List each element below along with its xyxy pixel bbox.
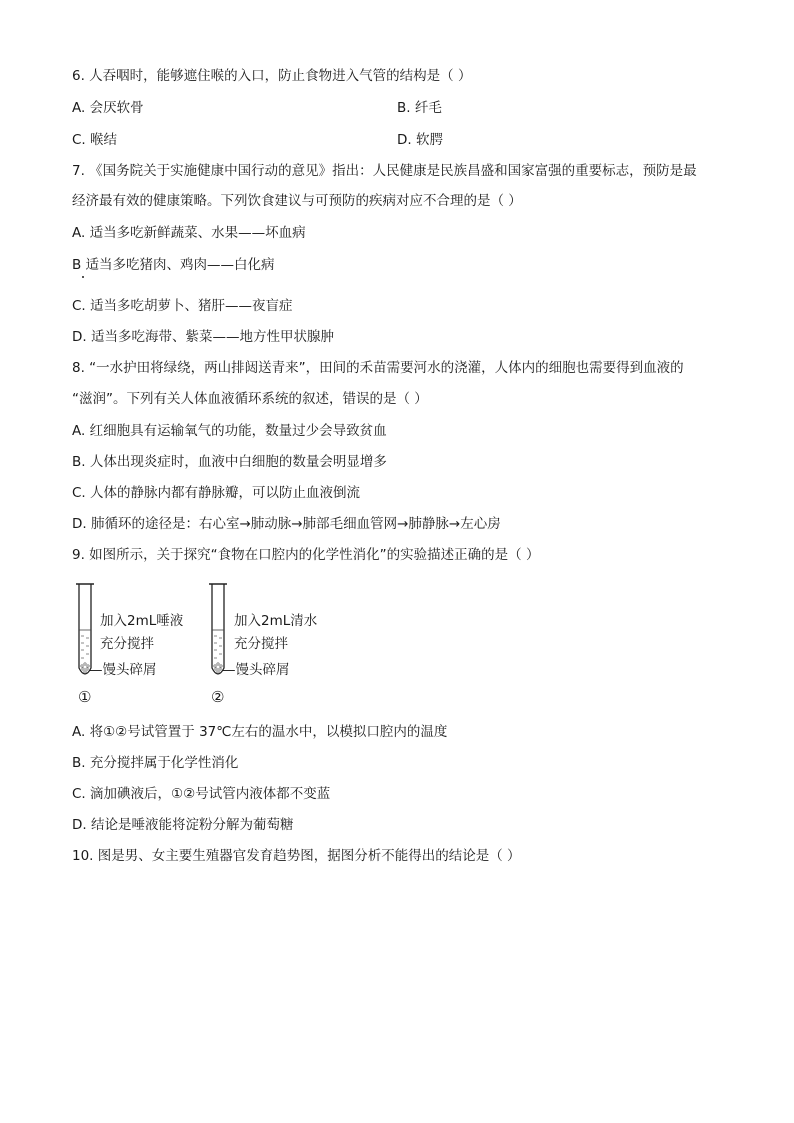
q7-option-b[interactable]: B 适当多吃猪肉、鸡肉——白化病	[72, 257, 275, 273]
tube1-number: ①	[78, 688, 92, 706]
q7-option-d[interactable]: D. 适当多吃海带、紫菜——地方性甲状腺肿	[72, 329, 334, 345]
q8-option-c[interactable]: C. 人体的静脉内都有静脉瓣，可以防止血液倒流	[72, 485, 361, 501]
q6-option-d[interactable]: D. 软腭	[397, 132, 443, 148]
q8-option-a[interactable]: A. 红细胞具有运输氧气的功能，数量过少会导致贫血	[72, 423, 387, 439]
tube2-number: ②	[211, 688, 225, 706]
q9-option-a[interactable]: A. 将①②号试管置于 37℃左右的温水中，以模拟口腔内的温度	[72, 724, 448, 740]
q6-option-a[interactable]: A. 会厌软骨	[72, 100, 144, 116]
q8-option-b[interactable]: B. 人体出现炎症时，血液中白细胞的数量会明显增多	[72, 454, 387, 470]
test-tube-figure	[68, 578, 368, 708]
stray-dot	[82, 276, 84, 278]
q9-option-c[interactable]: C. 滴加碘液后，①②号试管内液体都不变蓝	[72, 786, 331, 802]
q9-stem: 9. 如图所示，关于探究“食物在口腔内的化学性消化”的实验描述正确的是（ ）	[72, 547, 540, 563]
q7-stem-line2: 经济最有效的健康策略。下列饮食建议与可预防的疾病对应不合理的是（ ）	[72, 193, 522, 209]
q9-option-d[interactable]: D. 结论是唾液能将淀粉分解为葡萄糖	[72, 817, 294, 833]
q7-option-a[interactable]: A. 适当多吃新鲜蔬菜、水果——坏血病	[72, 225, 306, 241]
q6-option-b[interactable]: B. 纤毛	[397, 100, 442, 116]
q8-stem-line1: 8. “一水护田将绿绕，两山排闼送青来”，田间的禾苗需要河水的浇灌，人体内的细胞也需要得到血液的	[72, 360, 684, 376]
tube2-add-label: 加入2mL清水	[234, 613, 318, 629]
q6-stem: 6. 人吞咽时，能够遮住喉的入口，防止食物进入气管的结构是（ ）	[72, 68, 472, 84]
q7-stem-line1: 7. 《国务院关于实施健康中国行动的意见》指出：人民健康是民族昌盛和国家富强的重要标志，预防是最	[72, 163, 697, 179]
q9-option-b[interactable]: B. 充分搅拌属于化学性消化	[72, 755, 239, 771]
q6-option-c[interactable]: C. 喉结	[72, 132, 118, 148]
tube1-add-label: 加入2mL唾液	[100, 613, 184, 629]
q10-stem: 10. 图是男、女主要生殖器官发育趋势图，据图分析不能得出的结论是（ ）	[72, 848, 521, 864]
tube2-food-label: —馒头碎屑	[222, 662, 290, 678]
q8-option-d[interactable]: D. 肺循环的途径是：右心室→肺动脉→肺部毛细血管网→肺静脉→左心房	[72, 516, 501, 532]
tube1-stir-label: 充分搅拌	[100, 636, 154, 652]
q8-stem-line2: “滋润”。下列有关人体血液循环系统的叙述，错误的是（ ）	[72, 391, 428, 407]
q7-option-c[interactable]: C. 适当多吃胡萝卜、猪肝——夜盲症	[72, 298, 293, 314]
tube2-stir-label: 充分搅拌	[234, 636, 288, 652]
tube1-food-label: —馒头碎屑	[89, 662, 157, 678]
